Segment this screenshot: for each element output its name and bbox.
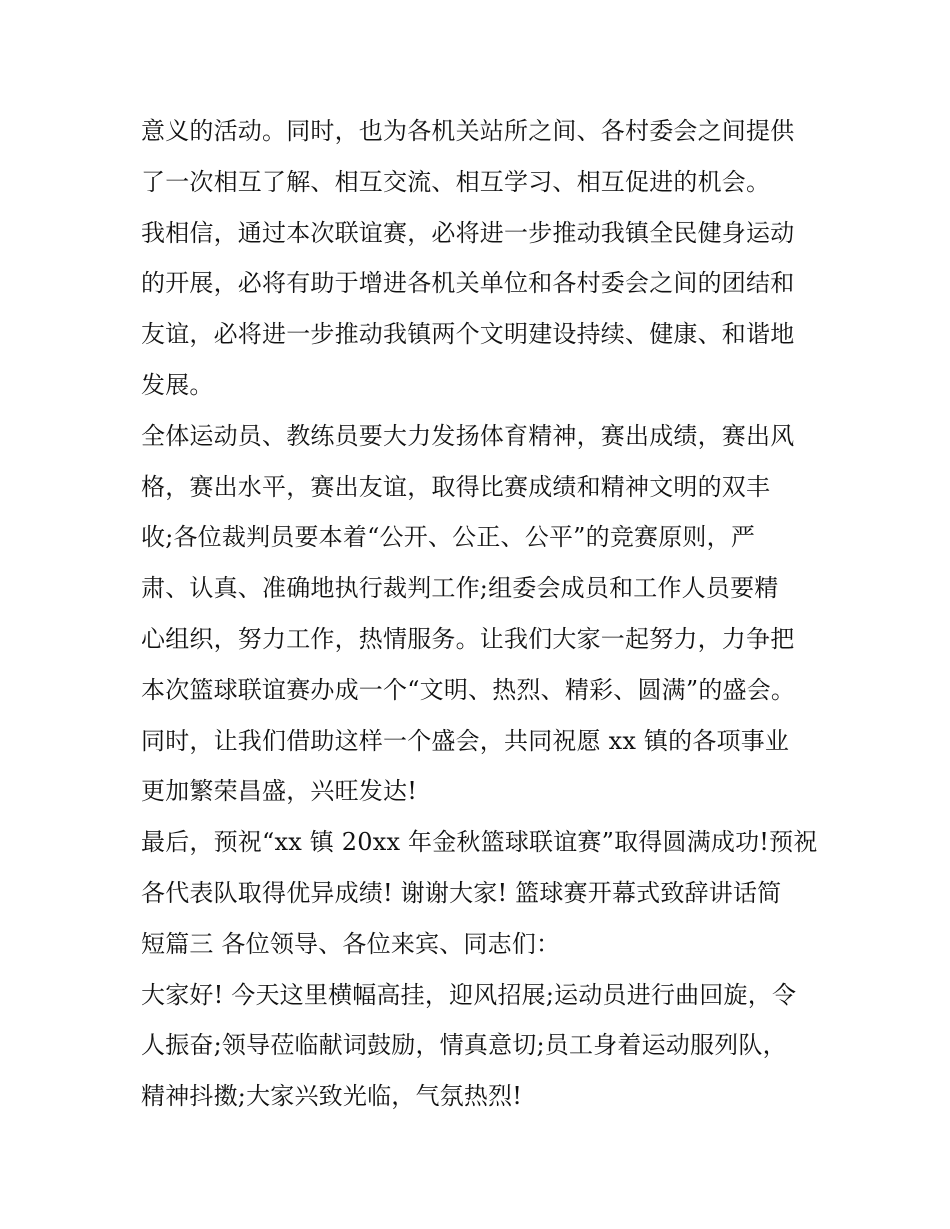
text-line: 本次篮球联谊赛办成一个“文明、热烈、精彩、圆满”的盛会。 [141, 675, 796, 704]
text-line: 心组织，努力工作，热情服务。让我们大家一起努力，力争把 [141, 624, 795, 653]
text-line: 发展。 [141, 370, 214, 399]
text-line: 格，赛出水平，赛出友谊，取得比赛成绩和精神文明的双丰 [141, 472, 771, 501]
text-line: 人振奋;领导莅临献词鼓励，情真意切;员工身着运动服列队， [141, 1031, 787, 1060]
text-line: 肃、认真、准确地执行裁判工作;组委会成员和工作人员要精 [141, 574, 779, 603]
body-text [141, 106, 831, 1122]
text-line: 意义的活动。同时，也为各机关站所之间、各村委会之间提供 [141, 117, 795, 145]
text-line: 大家好! 今天这里横幅高挂，迎风招展;运动员进行曲回旋，令 [141, 980, 797, 1009]
text-line: 我相信，通过本次联谊赛，必将进一步推动我镇全民健身运动 [141, 218, 795, 247]
text-line: 最后，预祝“xx 镇 20xx 年金秋篮球联谊赛”取得圆满成功!预祝 [141, 828, 818, 857]
text-line: 短篇三 各位领导、各位来宾、同志们： [141, 929, 561, 958]
text-line: 各代表队取得优异成绩! 谢谢大家! 篮球赛开幕式致辞讲话简 [141, 878, 782, 907]
text-line: 友谊，必将进一步推动我镇两个文明建设持续、健康、和谐地 [141, 320, 795, 349]
text-line: 收;各位裁判员要本着“公开、公正、公平”的竞赛原则，严 [141, 523, 756, 552]
text-line: 更加繁荣昌盛，兴旺发达! [141, 777, 418, 806]
text-line: 精神抖擞;大家兴致光临，气氛热烈! [141, 1082, 523, 1111]
text-line: 了一次相互了解、相互交流、相互学习、相互促进的机会。 [141, 167, 771, 196]
text-line: 全体运动员、教练员要大力发扬体育精神，赛出成绩，赛出风 [141, 421, 795, 450]
text-line: 的开展，必将有助于增进各机关单位和各村委会之间的团结和 [141, 269, 795, 298]
text-line: 同时，让我们借助这样一个盛会，共同祝愿 xx 镇的各项事业 [141, 726, 790, 755]
